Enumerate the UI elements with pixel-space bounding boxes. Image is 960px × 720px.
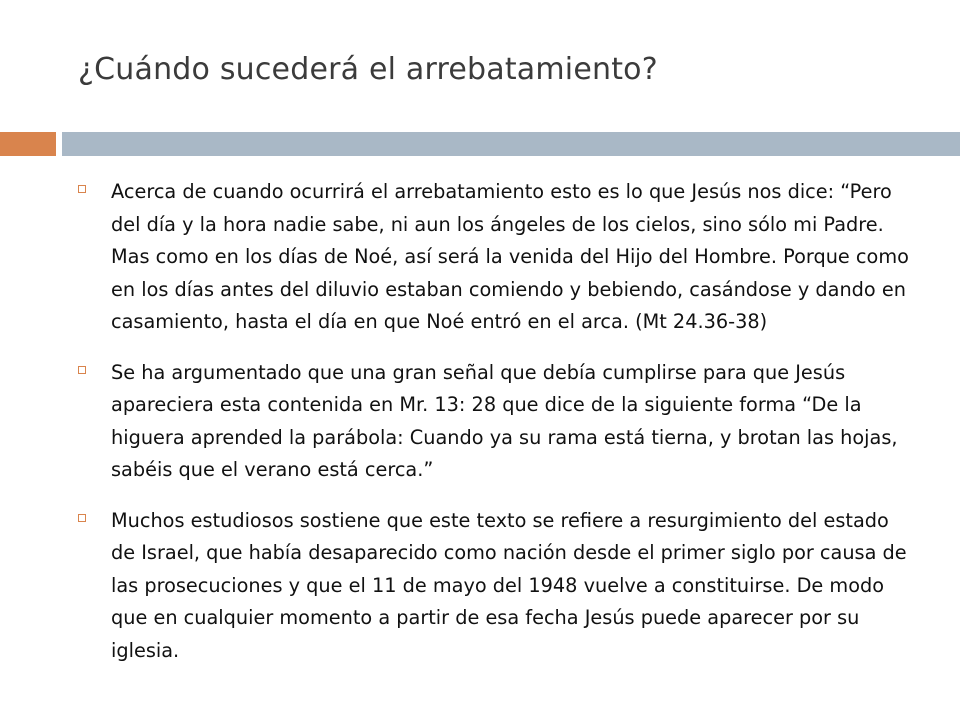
- bullet-item: [78, 357, 918, 487]
- bullet-item: [78, 176, 918, 339]
- accent-bar-orange: [0, 132, 56, 156]
- bullet-text: Acerca de cuando ocurrirá el arrebatamiento esto es lo que Jesús nos dice: “Pero del día y la hora nadie sabe, ni aun los ángeles de los cielos, sino sólo mi Padre. Mas como en los días de Noé, así será la venida del Hijo del Hombre. Porque como en los días antes del diluvio estaban comiendo y bebiendo, casándose y dando en casamiento, hasta el día en que Noé entró en el arca. (Mt 24.36-38): [111, 180, 909, 333]
- accent-bar-blue: [62, 132, 960, 156]
- bullet-text: Muchos estudiosos sostiene que este texto se refiere a resurgimiento del estado de Israel, que había desaparecido como nación desde el primer siglo por causa de las prosecuciones y que el 11 de mayo del 1948 vuelve a constituirse. De modo que en cualquier momento a partir de esa fecha Jesús puede aparecer por su iglesia.: [111, 508, 907, 662]
- hollow-square-bullet-icon: [78, 514, 86, 522]
- bullet-text: Se ha argumentado que una gran señal que debía cumplirse para que Jesús apareciera esta contenida en Mr. 13: 28 que dice de la siguiente forma “De la higuera aprended la parábola: Cuando ya su rama está tierna, y brotan las hojas, sabéis que el verano está cerca.”: [111, 360, 898, 481]
- slide-title: ¿Cuándo sucederá el arrebatamiento?: [78, 52, 658, 87]
- bullet-list: [78, 176, 918, 685]
- hollow-square-bullet-icon: [78, 185, 86, 193]
- hollow-square-bullet-icon: [78, 366, 86, 374]
- bullet-item: [78, 505, 918, 668]
